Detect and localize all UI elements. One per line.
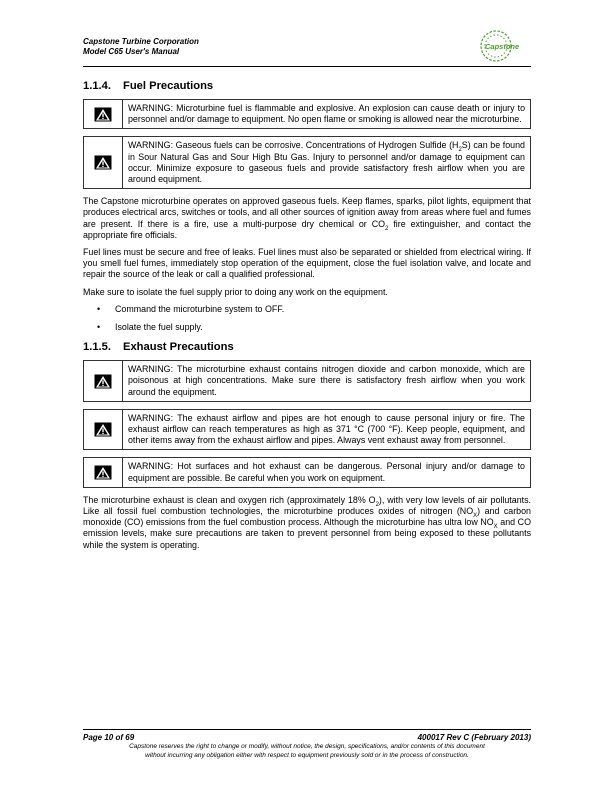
section-title: Fuel Precautions — [123, 80, 214, 92]
warning-text: WARNING: Microturbine fuel is flammable and explosive. An explosion can cause death or injury to personnel and/or damage to equipment. No open flame or smoking is allowed near the microturbine. — [128, 103, 525, 125]
bullet-list — [83, 304, 531, 333]
paragraph: Fuel lines must be secure and free of leaks. Fuel lines must also be separated or shielded from electrical wiring. If you smell fuel fumes, immediately stop operation of the equipment, close the fuel isolation valve, and locate and repair the source of the leak or call a qualified professional. — [83, 247, 531, 280]
warning-box — [83, 99, 531, 129]
warning-triangle-icon — [94, 107, 112, 122]
list-item: • Command the microturbine system to OFF. — [83, 304, 531, 315]
warning-box — [83, 409, 531, 451]
warning-icon-cell — [84, 410, 123, 450]
warning-text: WARNING: Hot surfaces and hot exhaust can be dangerous. Personal injury and/or damage to equipment are possible. Be careful when you work on equipment. — [128, 461, 525, 483]
warning-icon-cell — [84, 361, 123, 401]
disclaimer-line: Capstone reserves the right to change or modify, without notice, the design, specifications, and/or contents of this document — [129, 743, 485, 750]
warning-icon-cell — [84, 137, 123, 188]
section-title: Exhaust Precautions — [123, 341, 234, 354]
section-heading-exhaust — [83, 341, 531, 353]
warning-icon-cell — [84, 100, 123, 128]
footer-disclaimer — [83, 743, 531, 760]
section-number: 1.1.5. — [83, 341, 111, 354]
document-revision: 400017 Rev C (February 2013) — [417, 733, 531, 742]
paragraph: Make sure to isolate the fuel supply prior to doing any work on the equipment. — [83, 286, 388, 297]
header-text — [83, 37, 199, 57]
warning-triangle-icon — [94, 465, 112, 480]
warning-text: WARNING: The microturbine exhaust contains nitrogen dioxide and carbon monoxide, which are poisonous at high concentrations. Make sure there is satisfactory fresh airflow when you work around the equipment. — [128, 364, 525, 397]
section-number: 1.1.4. — [83, 80, 111, 92]
warning-triangle-icon — [94, 155, 112, 170]
warning-triangle-icon — [94, 374, 112, 389]
warning-box — [83, 136, 531, 189]
warning-box — [83, 360, 531, 402]
logo-word: Capstone — [485, 42, 520, 51]
paragraph: The Capstone microturbine operates on approved gaseous fuels. Keep flames, sparks, pilot lights, equipment that produces electrical arcs, switches or tools, and all other sources of ignition away from areas where fuel and fumes are present. If there is a fire, use a multi-purpose dry chemical or $CO_2$ fire extinguisher, and contact the appropriate fire officials. — [83, 196, 532, 240]
warning-box — [83, 457, 531, 487]
capstone-logo — [461, 29, 531, 63]
warning-triangle-icon — [94, 422, 112, 437]
paragraph: The microturbine exhaust is clean and oxygen rich (approximately 18% $O_2$), with very low levels of air pollutants. Like all fossil fuel combustion technologies, the microturbine produces oxides of nitrogen $(NO_X)$ and carbon monoxide (CO) emissions from the fuel combustion process. Although the microturbine has ultra low $NO_X$ and CO emission levels, make sure precautions are taken to prevent personnel from being exposed to these pollutants while the system is operating. — [83, 494, 531, 550]
footer-rule — [83, 729, 531, 730]
header-rule — [83, 66, 531, 67]
warning-text: WARNING: The exhaust airflow and pipes are hot enough to cause personal injury or fire. The exhaust airflow can reach temperatures as high as 371 °C (700 °F). Keep people, equipment, and other items away from the exhaust airflow and pipes. Always vent exhaust away from personnel. — [128, 412, 525, 446]
disclaimer-line: without incurring any obligation either with respect to equipment previously sold or in the process of construction. — [145, 751, 469, 759]
page-number: Page 10 of 69 — [83, 733, 135, 742]
section-heading-fuel — [83, 80, 531, 92]
page-content — [83, 72, 531, 557]
page-header — [83, 35, 531, 67]
warning-icon-cell — [84, 458, 123, 486]
list-item: • Isolate the fuel supply. — [83, 322, 531, 333]
company-name: Capstone Turbine Corporation — [83, 37, 199, 46]
manual-title: Model C65 User's Manual — [83, 47, 180, 56]
warning-text: WARNING: Gaseous fuels can be corrosive. Concentrations of Hydrogen Sulfide $(H_2S)$ can be found in Sour Natural Gas and Sour High Btu Gas. Injury to personnel and/or damage to equipment can occur. Minimize exposure to gaseous fuels and provide satisfactory fresh airflow when you are around equipment. — [128, 140, 525, 185]
